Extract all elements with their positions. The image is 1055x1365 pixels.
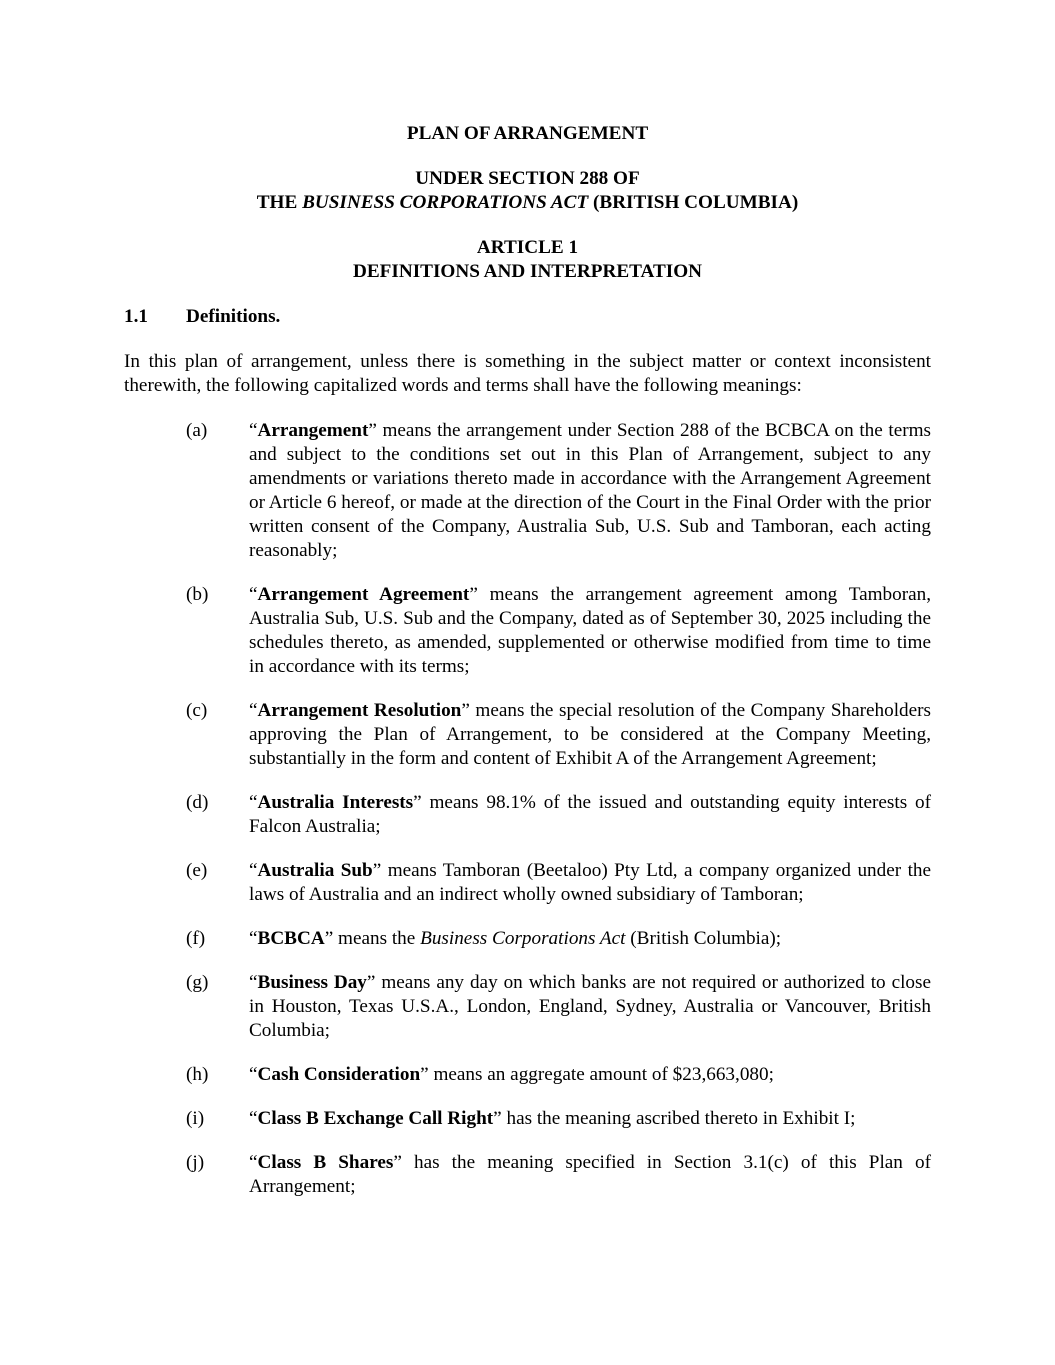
definition-label: (i) [186,1108,205,1129]
definition-item [124,1151,931,1199]
definition-item [124,927,931,951]
definition-body: “BCBCA” means the Business Corporations Act (British Columbia); [249,928,782,949]
article-title: DEFINITIONS AND INTERPRETATION [353,261,702,282]
defined-term: Class B Shares [257,1152,394,1173]
definition-body: “Arrangement Resolution” means the special resolution of the Company Shareholders approving the Plan of Arrangement, to be considered at the Company Meeting, substantially in the form and content of Exhibit A of the Arrangement Agreement; [249,700,932,769]
document-page [124,122,931,1219]
definition-body: “Cash Consideration” means an aggregate amount of $23,663,080; [249,1064,774,1085]
defined-term: Class B Exchange Call Right [257,1108,494,1129]
definition-item [124,583,931,679]
definition-label: (c) [186,700,208,721]
definition-item [124,699,931,771]
defined-term: Arrangement Agreement [257,584,470,605]
section-number: 1.1 [124,306,148,327]
subtitle-pre: THE [256,192,303,213]
definition-body: “Business Day” means any day on which banks are not required or authorized to close in Houston, Texas U.S.A., London, England, Sydney, Australia or Vancouver, British Columbia; [249,972,931,1041]
defined-term: Australia Sub [257,860,373,881]
definition-body: “Class B Shares” has the meaning specified in Section 3.1(c) of this Plan of Arrangement; [249,1152,931,1197]
subtitle-line-1: UNDER SECTION 288 OF [415,168,640,189]
subtitle-line-2 [124,191,931,215]
definition-label: (g) [186,972,209,993]
definition-body: “Arrangement” means the arrangement under Section 288 of the BCBCA on the terms and subject to the conditions set out in this Plan of Arrangement, subject to any amendments or variations thereto made in accordance with the Arrangement Agreement or Article 6 hereof, or made at the direction of the Court in the Final Order with the prior written consent of the Company, Australia Sub, U.S. Sub and Tamboran, each acting reasonably; [249,420,931,561]
definition-label: (f) [186,928,206,949]
definition-item [124,419,931,563]
act-name: BUSINESS CORPORATIONS ACT [302,192,589,213]
defined-term: Arrangement Resolution [257,700,462,721]
definition-body: “Australia Sub” means Tamboran (Beetaloo) Pty Ltd, a company organized under the laws of Australia and an indirect wholly owned subsidiary of Tamboran; [249,860,932,905]
definition-item [124,1063,931,1087]
definition-item [124,1107,931,1131]
defined-term: Cash Consideration [257,1064,421,1085]
definition-label: (h) [186,1064,209,1085]
definition-body: “Arrangement Agreement” means the arrangement agreement among Tamboran, Australia Sub, U.S. Sub and the Company, dated as of September 30, 2025 including the schedules thereto, as amended, supplemented or otherwise modified from time to time in accordance with its terms; [249,584,932,677]
section-title: Definitions. [186,306,281,327]
definition-label: (j) [186,1152,205,1173]
intro-paragraph: In this plan of arrangement, unless there is something in the subject matter or context inconsistent therewith, the following capitalized words and terms shall have the following meanings: [124,351,931,396]
definition-label: (a) [186,420,208,441]
definition-item [124,859,931,907]
definition-body: “Australia Interests” means 98.1% of the issued and outstanding equity interests of Falcon Australia; [249,792,931,837]
subtitle-post: (BRITISH COLUMBIA) [588,192,799,213]
definitions-list [124,419,931,1199]
document-title: PLAN OF ARRANGEMENT [406,123,649,144]
defined-term: Australia Interests [257,792,414,813]
definition-item [124,791,931,839]
defined-term: Arrangement [257,420,369,441]
article-number: ARTICLE 1 [476,237,579,258]
article-heading [124,236,931,284]
definition-body: “Class B Exchange Call Right” has the meaning ascribed thereto in Exhibit I; [249,1108,856,1129]
act-name: Business Corporations Act [420,928,626,949]
definition-label: (d) [186,792,209,813]
document-subtitle [124,167,931,215]
definition-label: (e) [186,860,208,881]
section-heading [124,305,931,329]
defined-term: BCBCA [257,928,325,949]
definition-label: (b) [186,584,209,605]
definition-item [124,971,931,1043]
defined-term: Business Day [257,972,367,993]
